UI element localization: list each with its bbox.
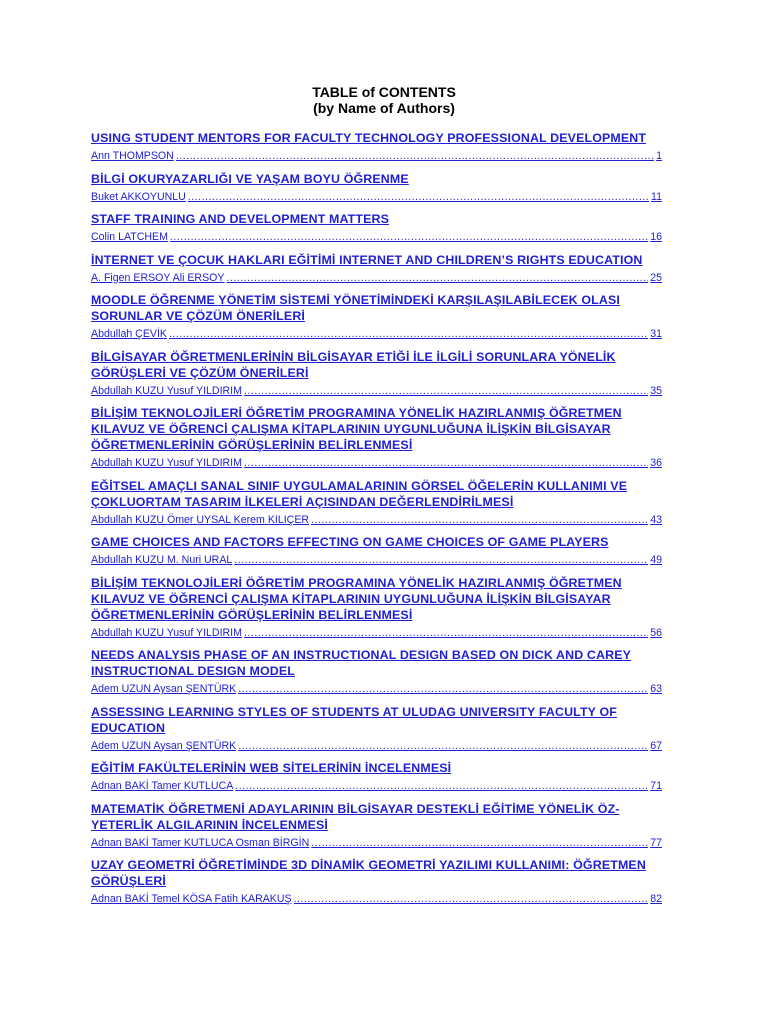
dot-leader [170,230,648,244]
toc-entry-title-link[interactable]: BİLİŞİM TEKNOLOJİLERİ ÖĞRETİM PROGRAMINA YÖNELİK HAZIRLANMIŞ ÖĞRETMEN KILAVUZ VE ÖĞRENCİ ÇALIŞMA KİTAPLARININ UYGUNLUĞUNA İLİŞKİN BİLGİSAYAR ÖĞRETMENLERİNİN GÖRÜŞLERİNİN BELİRLENMESİ [91,406,622,452]
toc-entry-authors: Adem UZUN Aysan ŞENTÜRK [91,683,237,695]
toc-entry-author-link[interactable] [91,271,662,285]
toc-entry-author-link[interactable] [91,779,662,793]
toc-entry-authors: A. Figen ERSOY Ali ERSOY [91,271,225,284]
toc-entry-page-number: 11 [651,190,662,203]
toc-entry [91,405,662,470]
toc-entry-page-number: 63 [650,683,662,695]
toc-entry-title-link[interactable]: STAFF TRAINING AND DEVELOPMENT MATTERS [91,212,390,226]
toc-entry-authors: Adnan BAKİ Tamer KUTLUCA [91,780,234,792]
toc-entry-title-link[interactable]: USING STUDENT MENTORS FOR FACULTY TECHNOLOGY PROFESSIONAL DEVELOPMENT [91,131,647,145]
toc-entry-title-link[interactable]: MOODLE ÖĞRENME YÖNETİM SİSTEMİ YÖNETİMİNDEKİ KARŞILAŞILABİLECEK OLASI SORUNLAR VE ÇÖZÜM ÖNERİLERİ [91,293,620,323]
toc-entry-page-number: 36 [650,457,662,469]
dot-leader [226,271,648,285]
dot-leader [169,327,648,341]
toc-entry [91,575,662,640]
toc-entry [91,647,662,696]
dot-leader [238,682,648,696]
dot-leader [244,626,648,640]
toc-entry-authors: Abdullah KUZU Ömer UYSAL Kerem KILIÇER [91,513,310,526]
toc-heading [0,84,768,116]
toc-entry [91,760,662,793]
toc-entry-title-link[interactable]: MATEMATİK ÖĞRETMENİ ADAYLARININ BİLGİSAYAR DESTEKLİ EĞİTİME YÖNELİK ÖZ-YETERLİK ALGILARININ İNCELENMESİ [91,801,620,832]
toc-entry-authors: Adnan BAKİ Temel KÖSA Fatih KARAKUŞ [91,893,292,905]
toc-entry [91,704,662,753]
toc-entry-page-number: 16 [650,231,662,243]
toc-entry-page-number: 35 [650,384,662,397]
toc-entry [91,857,662,906]
toc-entry-title-link[interactable]: EĞİTİM FAKÜLTELERİNİN WEB SİTELERİNİN İNCELENMESİ [91,761,452,775]
toc-entry [91,252,662,285]
dot-leader [235,779,648,793]
toc-entry-page-number: 25 [650,271,662,284]
toc-entry [91,478,662,527]
dot-leader [244,456,648,470]
toc-entry-authors: Abdullah KUZU Yusuf YILDIRIM [91,384,242,397]
dot-leader [238,739,648,753]
toc-entry-author-link[interactable] [91,553,662,567]
toc-title: TABLE of CONTENTS [312,84,456,100]
toc-entry-page-number: 56 [650,626,662,639]
toc-entry-list [91,130,662,914]
toc-entry-authors: Adem UZUN Aysan ŞENTÜRK [91,739,237,752]
toc-entry-title-link[interactable]: GAME CHOICES AND FACTORS EFFECTING ON GAME CHOICES OF GAME PLAYERS [91,535,609,549]
toc-entry-author-link[interactable] [91,456,662,470]
toc-entry-author-link[interactable] [91,384,662,398]
toc-entry-author-link[interactable] [91,327,662,341]
toc-entry-title-link[interactable]: ASSESSING LEARNING STYLES OF STUDENTS AT ULUDAG UNIVERSITY FACULTY OF EDUCATION [91,704,617,735]
toc-entry-page-number: 67 [650,739,662,752]
toc-subtitle: (by Name of Authors) [313,100,455,116]
toc-entry-author-link[interactable] [91,190,662,204]
dot-leader [311,836,648,850]
toc-entry-authors: Colin LATCHEM [91,231,168,243]
dot-leader [234,553,648,567]
toc-entry-page-number: 82 [650,893,662,905]
dot-leader [244,384,648,398]
toc-entry-title-link[interactable]: BİLİŞİM TEKNOLOJİLERİ ÖĞRETİM PROGRAMINA YÖNELİK HAZIRLANMIŞ ÖĞRETMEN KILAVUZ VE ÖĞRENCİ ÇALIŞMA KİTAPLARININ UYGUNLUĞUNA İLİŞKİN BİLGİSAYAR ÖĞRETMENLERİNİN GÖRÜŞLERİNİN BELİRLENMESİ [91,575,622,622]
dot-leader [176,149,654,163]
toc-entry-authors: Abdullah KUZU Yusuf YILDIRIM [91,457,242,469]
toc-entry [91,801,662,850]
toc-entry-author-link[interactable] [91,230,662,244]
dot-leader [188,190,649,204]
toc-entry [91,292,662,341]
toc-entry-author-link[interactable] [91,739,662,753]
dot-leader [294,892,649,906]
toc-entry-authors: Adnan BAKİ Tamer KUTLUCA Osman BİRGİN [91,836,310,849]
toc-entry-page-number: 43 [650,513,662,526]
toc-entry [91,171,662,204]
toc-entry-title-link[interactable]: BİLGİ OKURYAZARLIĞI VE YAŞAM BOYU ÖĞRENME [91,171,409,186]
toc-entry-page-number: 31 [650,328,662,340]
toc-entry [91,211,662,244]
toc-entry-page-number: 77 [650,836,662,849]
toc-entry-authors: Buket AKKOYUNLU [91,190,186,203]
toc-entry-title-link[interactable]: UZAY GEOMETRİ ÖĞRETİMİNDE 3D DİNAMİK GEOMETRİ YAZILIMI KULLANIMI: ÖĞRETMEN GÖRÜŞLERİ [91,858,646,888]
toc-entry-author-link[interactable] [91,626,662,640]
toc-entry-page-number: 1 [656,150,662,162]
dot-leader [311,513,648,527]
toc-entry-authors: Abdullah ÇEVİK [91,328,167,340]
toc-entry-author-link[interactable] [91,513,662,527]
toc-entry-author-link[interactable] [91,836,662,850]
toc-entry-author-link[interactable] [91,149,662,163]
toc-entry [91,534,662,567]
toc-entry-title-link[interactable]: İNTERNET VE ÇOCUK HAKLARI EĞİTİMİ INTERNET AND CHILDREN’S RIGHTS EDUCATION [91,252,643,267]
toc-entry-author-link[interactable] [91,892,662,906]
toc-entry-title-link[interactable]: NEEDS ANALYSIS PHASE OF AN INSTRUCTIONAL DESIGN BASED ON DICK AND CAREY INSTRUCTIONAL DESIGN MODEL [91,648,632,678]
toc-entry-page-number: 49 [650,554,662,566]
toc-entry-page-number: 71 [650,780,662,792]
toc-entry [91,130,662,163]
toc-entry-author-link[interactable] [91,682,662,696]
toc-entry-title-link[interactable]: EĞİTSEL AMAÇLI SANAL SINIF UYGULAMALARININ GÖRSEL ÖĞELERİN KULLANIMI VE ÇOKLUORTAM TASARIM İLKELERİ AÇISINDAN DEĞERLENDİRİLMESİ [91,478,628,509]
toc-entry-title-link[interactable]: BİLGİSAYAR ÖĞRETMENLERİNİN BİLGİSAYAR ETİĞİ İLE İLGİLİ SORUNLARA YÖNELİK GÖRÜŞLERİ VE ÇÖZÜM ÖNERİLERİ [91,349,616,380]
toc-entry-authors: Ann THOMPSON [91,150,174,162]
toc-entry-authors: Abdullah KUZU M. Nuri URAL [91,554,233,566]
toc-entry [91,349,662,398]
toc-entry-authors: Abdullah KUZU Yusuf YILDIRIM [91,626,242,639]
